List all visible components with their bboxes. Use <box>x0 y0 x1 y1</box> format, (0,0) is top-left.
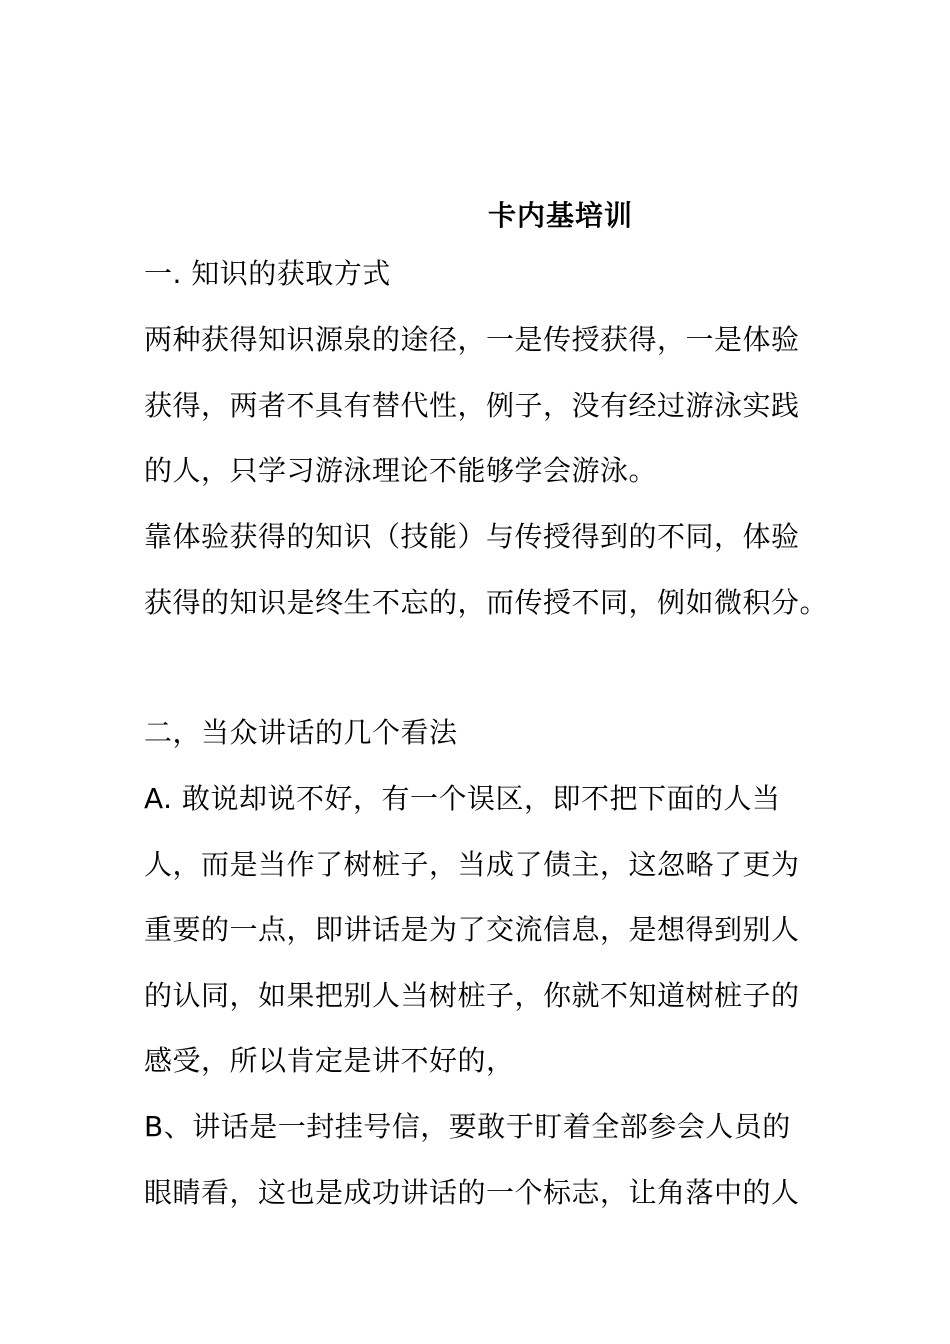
paragraph-line: 的人，只学习游泳理论不能够学会游泳。 <box>144 454 658 487</box>
paragraph-line: 靠体验获得的知识（技能）与传授得到的不同，体验 <box>144 520 800 553</box>
paragraph-line: B、讲话是一封挂号信，要敢于盯着全部参会人员的 <box>144 1110 791 1143</box>
paragraph-line: 获得的知识是终生不忘的，而传授不同，例如微积分。 <box>144 586 829 619</box>
paragraph-line: A. 敢说却说不好，有一个误区，即不把下面的人当 <box>144 782 781 815</box>
paragraph-line: 眼睛看，这也是成功讲话的一个标志，让角落中的人 <box>144 1176 800 1209</box>
paragraph-line: 两种获得知识源泉的途径，一是传授获得，一是体验 <box>144 323 800 356</box>
section-heading-1: 一. 知识的获取方式 <box>144 257 391 290</box>
document-title: 卡内基培训 <box>488 199 634 232</box>
paragraph-line: 人，而是当作了树桩子，当成了债主，这忽略了更为 <box>144 848 800 881</box>
paragraph-line: 获得，两者不具有替代性，例子，没有经过游泳实践 <box>144 389 800 422</box>
paragraph-line: 重要的一点，即讲话是为了交流信息，是想得到别人 <box>144 913 800 946</box>
section-heading-2: 二，当众讲话的几个看法 <box>144 716 458 749</box>
paragraph-line: 的认同，如果把别人当树桩子，你就不知道树桩子的 <box>144 979 800 1012</box>
paragraph-line: 感受，所以肯定是讲不好的， <box>144 1044 515 1077</box>
